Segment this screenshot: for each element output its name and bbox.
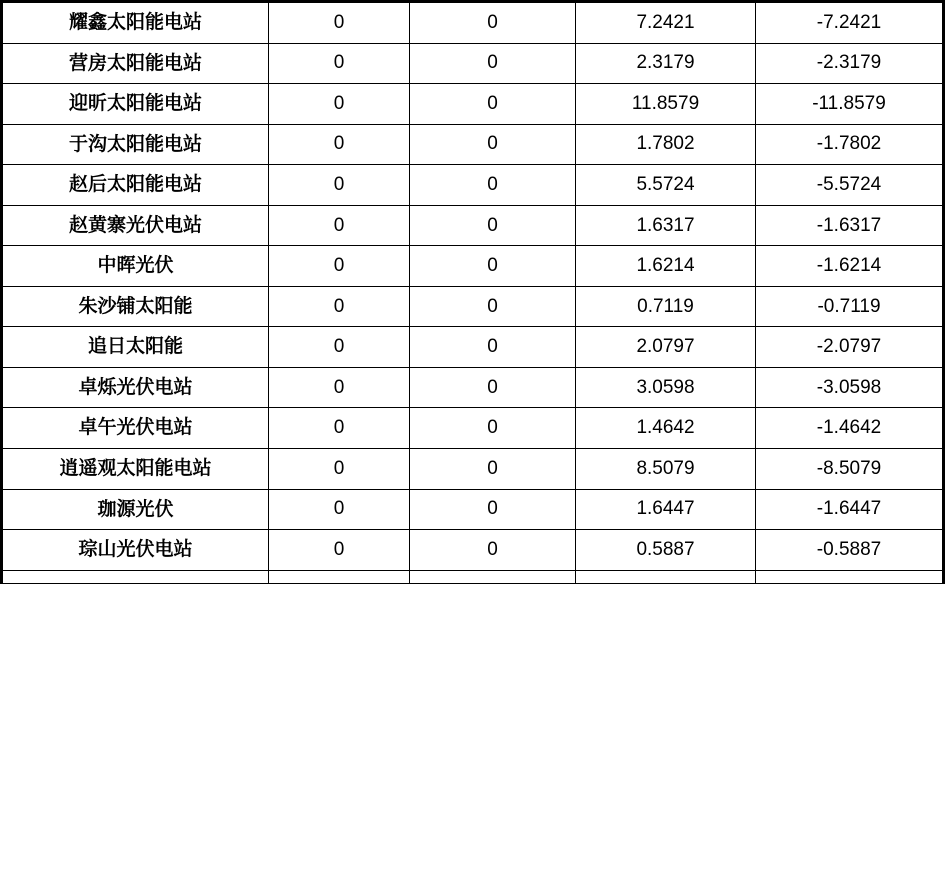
value-cell-3: 5.5724 xyxy=(576,165,756,206)
value-cell-4: -8.5079 xyxy=(756,449,944,490)
station-name-cell: 于沟太阳能电站 xyxy=(2,124,269,165)
value-cell-4: -1.6317 xyxy=(756,205,944,246)
station-name-cell: 朱沙铺太阳能 xyxy=(2,286,269,327)
value-cell-1: 0 xyxy=(269,367,410,408)
value-cell-4: -1.4642 xyxy=(756,408,944,449)
table-row xyxy=(2,165,944,206)
table-row xyxy=(2,489,944,530)
value-cell-1: 0 xyxy=(269,205,410,246)
value-cell-2: 0 xyxy=(410,246,576,287)
value-cell-4: -2.0797 xyxy=(756,327,944,368)
value-cell-2: 0 xyxy=(410,124,576,165)
value-cell-2: 0 xyxy=(410,84,576,125)
value-cell-1: 0 xyxy=(269,408,410,449)
table-row xyxy=(2,408,944,449)
value-cell-2: 0 xyxy=(410,327,576,368)
value-cell-3: 2.0797 xyxy=(576,327,756,368)
value-cell-3 xyxy=(576,570,756,583)
value-cell-3: 11.8579 xyxy=(576,84,756,125)
table-row xyxy=(2,2,944,44)
value-cell-2: 0 xyxy=(410,43,576,84)
value-cell-1: 0 xyxy=(269,286,410,327)
value-cell-2: 0 xyxy=(410,205,576,246)
value-cell-1: 0 xyxy=(269,84,410,125)
value-cell-1: 0 xyxy=(269,246,410,287)
value-cell-1: 0 xyxy=(269,124,410,165)
value-cell-1: 0 xyxy=(269,449,410,490)
value-cell-3: 1.6447 xyxy=(576,489,756,530)
value-cell-2: 0 xyxy=(410,2,576,44)
value-cell-1: 0 xyxy=(269,327,410,368)
value-cell-4: -11.8579 xyxy=(756,84,944,125)
value-cell-3: 7.2421 xyxy=(576,2,756,44)
value-cell-1 xyxy=(269,570,410,583)
value-cell-2: 0 xyxy=(410,286,576,327)
value-cell-3: 3.0598 xyxy=(576,367,756,408)
table-row xyxy=(2,124,944,165)
station-name-cell: 迎昕太阳能电站 xyxy=(2,84,269,125)
value-cell-3: 1.7802 xyxy=(576,124,756,165)
value-cell-3: 8.5079 xyxy=(576,449,756,490)
station-name-cell: 逍遥观太阳能电站 xyxy=(2,449,269,490)
station-name-cell: 卓烁光伏电站 xyxy=(2,367,269,408)
value-cell-2: 0 xyxy=(410,449,576,490)
value-cell-1: 0 xyxy=(269,43,410,84)
station-name-cell: 中晖光伏 xyxy=(2,246,269,287)
value-cell-1: 0 xyxy=(269,2,410,44)
station-name-cell: 营房太阳能电站 xyxy=(2,43,269,84)
table-row xyxy=(2,570,944,583)
table-row xyxy=(2,246,944,287)
table-row xyxy=(2,84,944,125)
value-cell-4: -1.6214 xyxy=(756,246,944,287)
table-row xyxy=(2,286,944,327)
value-cell-3: 1.6317 xyxy=(576,205,756,246)
value-cell-2 xyxy=(410,570,576,583)
value-cell-3: 0.7119 xyxy=(576,286,756,327)
value-cell-4: -1.7802 xyxy=(756,124,944,165)
station-name-cell: 追日太阳能 xyxy=(2,327,269,368)
value-cell-2: 0 xyxy=(410,408,576,449)
value-cell-2: 0 xyxy=(410,367,576,408)
table-row xyxy=(2,367,944,408)
table-body xyxy=(2,2,944,584)
table-row xyxy=(2,205,944,246)
value-cell-4: -0.7119 xyxy=(756,286,944,327)
value-cell-4 xyxy=(756,570,944,583)
station-name-cell: 耀鑫太阳能电站 xyxy=(2,2,269,44)
station-name-cell: 赵后太阳能电站 xyxy=(2,165,269,206)
value-cell-1: 0 xyxy=(269,530,410,571)
table-row xyxy=(2,449,944,490)
value-cell-2: 0 xyxy=(410,489,576,530)
value-cell-3: 0.5887 xyxy=(576,530,756,571)
value-cell-3: 1.6214 xyxy=(576,246,756,287)
value-cell-1: 0 xyxy=(269,165,410,206)
value-cell-4: -0.5887 xyxy=(756,530,944,571)
value-cell-1: 0 xyxy=(269,489,410,530)
value-cell-4: -3.0598 xyxy=(756,367,944,408)
value-cell-3: 1.4642 xyxy=(576,408,756,449)
table-row xyxy=(2,530,944,571)
station-name-cell: 赵黄寨光伏电站 xyxy=(2,205,269,246)
table-row xyxy=(2,43,944,84)
value-cell-3: 2.3179 xyxy=(576,43,756,84)
value-cell-2: 0 xyxy=(410,530,576,571)
station-name-cell: 琮山光伏电站 xyxy=(2,530,269,571)
value-cell-4: -1.6447 xyxy=(756,489,944,530)
table-row xyxy=(2,327,944,368)
value-cell-4: -2.3179 xyxy=(756,43,944,84)
value-cell-4: -7.2421 xyxy=(756,2,944,44)
value-cell-4: -5.5724 xyxy=(756,165,944,206)
station-name-cell: 卓午光伏电站 xyxy=(2,408,269,449)
station-name-cell: 珈源光伏 xyxy=(2,489,269,530)
value-cell-2: 0 xyxy=(410,165,576,206)
station-name-cell xyxy=(2,570,269,583)
